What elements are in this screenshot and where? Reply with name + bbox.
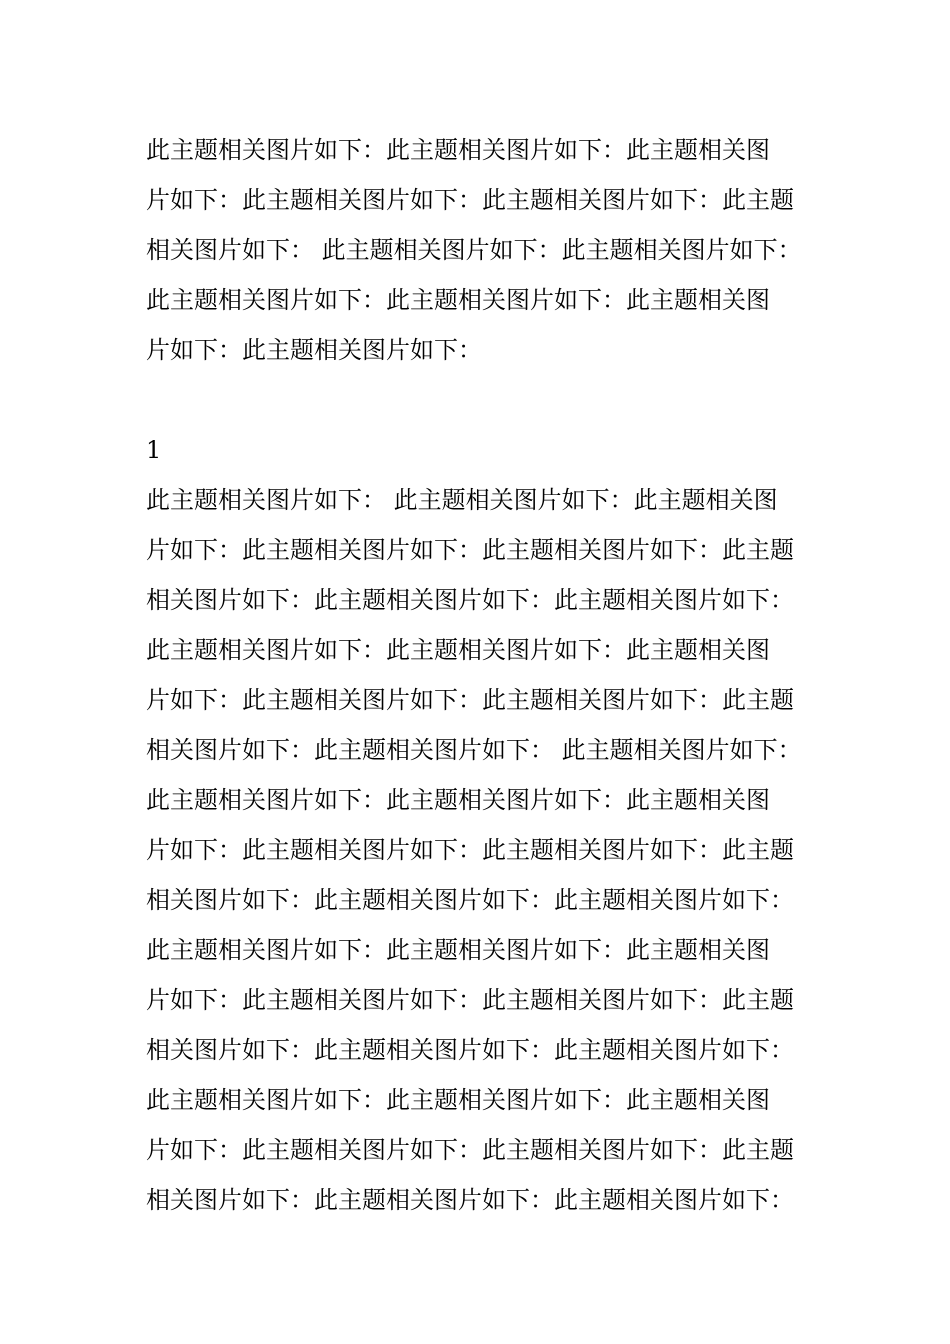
paragraph-line: 此主题相关图片如下：此主题相关图片如下：此主题相关图 bbox=[146, 786, 770, 814]
paragraph-line: 片如下：此主题相关图片如下： bbox=[146, 336, 482, 364]
paragraph-line: 片如下：此主题相关图片如下：此主题相关图片如下：此主题 bbox=[146, 186, 794, 214]
paragraph-line: 片如下：此主题相关图片如下：此主题相关图片如下：此主题 bbox=[146, 1136, 794, 1164]
paragraph-line: 相关图片如下： 此主题相关图片如下：此主题相关图片如下： bbox=[146, 236, 802, 264]
paragraph-line: 此主题相关图片如下：此主题相关图片如下：此主题相关图 bbox=[146, 1086, 770, 1114]
paragraph-line: 此主题相关图片如下：此主题相关图片如下：此主题相关图 bbox=[146, 636, 770, 664]
paragraph-line: 相关图片如下：此主题相关图片如下：此主题相关图片如下： bbox=[146, 1186, 794, 1214]
paragraph-line: 相关图片如下：此主题相关图片如下：此主题相关图片如下： bbox=[146, 1036, 794, 1064]
page-number: 1 bbox=[146, 436, 162, 464]
paragraph-2 bbox=[146, 475, 826, 1225]
paragraph-line: 此主题相关图片如下： 此主题相关图片如下：此主题相关图 bbox=[146, 486, 778, 514]
paragraph-line: 片如下：此主题相关图片如下：此主题相关图片如下：此主题 bbox=[146, 536, 794, 564]
paragraph-line: 相关图片如下：此主题相关图片如下：此主题相关图片如下： bbox=[146, 886, 794, 914]
paragraph-line: 相关图片如下：此主题相关图片如下：此主题相关图片如下： bbox=[146, 586, 794, 614]
paragraph-line: 此主题相关图片如下：此主题相关图片如下：此主题相关图 bbox=[146, 936, 770, 964]
paragraph-1 bbox=[146, 125, 826, 375]
paragraph-line: 相关图片如下：此主题相关图片如下： 此主题相关图片如下： bbox=[146, 736, 802, 764]
paragraph-line: 此主题相关图片如下：此主题相关图片如下：此主题相关图 bbox=[146, 136, 770, 164]
page-number-block bbox=[146, 425, 826, 475]
paragraph-line: 片如下：此主题相关图片如下：此主题相关图片如下：此主题 bbox=[146, 986, 794, 1014]
paragraph-line: 片如下：此主题相关图片如下：此主题相关图片如下：此主题 bbox=[146, 836, 794, 864]
paragraph-line: 片如下：此主题相关图片如下：此主题相关图片如下：此主题 bbox=[146, 686, 794, 714]
paragraph-line: 此主题相关图片如下：此主题相关图片如下：此主题相关图 bbox=[146, 286, 770, 314]
